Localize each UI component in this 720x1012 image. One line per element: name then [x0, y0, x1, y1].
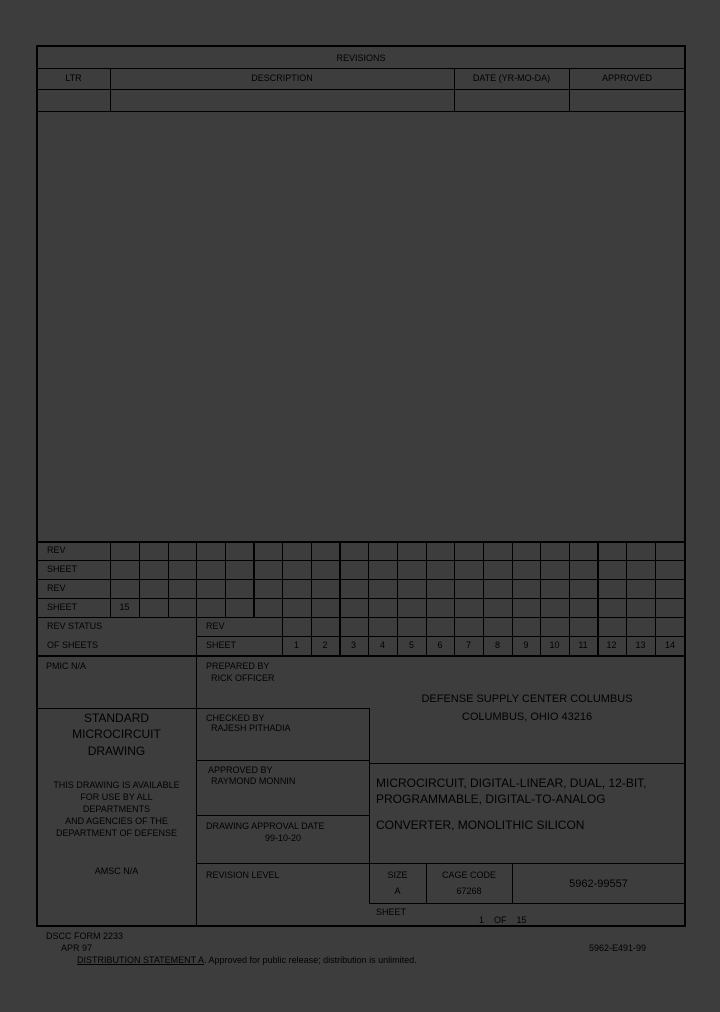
cage-code-value: 67268 — [456, 886, 482, 896]
sheet-number: 11 — [578, 640, 588, 650]
of-sheets-label: OF SHEETS — [47, 640, 99, 650]
standard-line: DRAWING — [87, 744, 146, 758]
sheet-number: 5 — [408, 640, 414, 650]
drawing-number: 5962-99557 — [569, 878, 628, 890]
size-label: SIZE — [387, 870, 408, 880]
sheet-cell-15: 15 — [119, 602, 130, 612]
col-description: DESCRIPTION — [251, 73, 313, 83]
revision-level-label: REVISION LEVEL — [206, 870, 280, 880]
availability-line: DEPARTMENT OF DEFENSE — [55, 828, 178, 838]
col-date: DATE (YR-MO-DA) — [472, 73, 551, 83]
sheet-label-lower: SHEET — [206, 640, 237, 650]
revisions-title: REVISIONS — [336, 53, 386, 63]
sheet-of: 1 OF 15 — [479, 915, 527, 925]
rev-label-2: REV — [47, 583, 66, 593]
sheet-number: 2 — [322, 640, 328, 650]
pmic: PMIC N/A — [46, 661, 87, 671]
cage-code-label: CAGE CODE — [441, 870, 496, 880]
sheet-number: 9 — [523, 640, 529, 650]
sheet-number: 7 — [465, 640, 471, 650]
approved-by: RAYMOND MONNIN — [211, 776, 296, 786]
sheet-number: 6 — [437, 640, 443, 650]
availability-line: AND AGENCIES OF THE — [65, 816, 168, 826]
checked-by-label: CHECKED BY — [206, 713, 265, 723]
agency-line: DEFENSE SUPPLY CENTER COLUMBUS — [421, 693, 633, 705]
title-line: CONVERTER, MONOLITHIC SILICON — [376, 818, 585, 832]
distribution-statement — [77, 955, 417, 966]
sheet-label-footer: SHEET — [376, 907, 407, 917]
sheet-number: 3 — [350, 640, 356, 650]
availability-line: FOR USE BY ALL — [80, 792, 153, 802]
approved-by-label: APPROVED BY — [208, 765, 273, 775]
checked-by: RAJESH PITHADIA — [211, 723, 291, 733]
sheet-number: 1 — [293, 640, 299, 650]
col-approved: APPROVED — [601, 73, 652, 83]
doc-code: 5962-E491-99 — [589, 943, 647, 953]
prepared-by: RICK OFFICER — [211, 673, 275, 683]
rev-label-1: REV — [47, 545, 66, 555]
approval-date: 99-10-20 — [265, 833, 302, 843]
approval-date-label: DRAWING APPROVAL DATE — [206, 821, 325, 831]
form-date: APR 97 — [61, 943, 93, 953]
col-ltr: LTR — [65, 73, 82, 83]
title-line: PROGRAMMABLE, DIGITAL-TO-ANALOG — [376, 792, 606, 806]
sheet-number: 10 — [549, 640, 560, 650]
form-number: DSCC FORM 2233 — [46, 931, 124, 941]
rev-label-lower: REV — [206, 621, 225, 631]
sheet-number: 14 — [664, 640, 675, 650]
rev-status-label: REV STATUS — [47, 621, 103, 631]
size-value: A — [394, 886, 401, 896]
sheet-label-2: SHEET — [47, 602, 78, 612]
title-line: MICROCIRCUIT, DIGITAL-LINEAR, DUAL, 12-BIT, — [376, 776, 647, 790]
amsc: AMSC N/A — [94, 866, 139, 876]
availability-line: THIS DRAWING IS AVAILABLE — [53, 780, 180, 790]
sheet-number: 8 — [494, 640, 500, 650]
distribution-label: DISTRIBUTION STATEMENT A — [77, 955, 205, 965]
sheet-number: 13 — [635, 640, 646, 650]
sheet-number: 12 — [606, 640, 617, 650]
standard-line: STANDARD — [83, 711, 150, 725]
prepared-by-label: PREPARED BY — [206, 661, 270, 671]
standard-line: MICROCIRCUIT — [72, 727, 161, 741]
sheet-number: 4 — [379, 640, 385, 650]
distribution-text: . Approved for public release; distribution is unlimited. — [204, 955, 417, 965]
agency-line: COLUMBUS, OHIO 43216 — [461, 711, 593, 723]
availability-line: DEPARTMENTS — [82, 804, 151, 814]
sheet-label-1: SHEET — [47, 564, 78, 574]
